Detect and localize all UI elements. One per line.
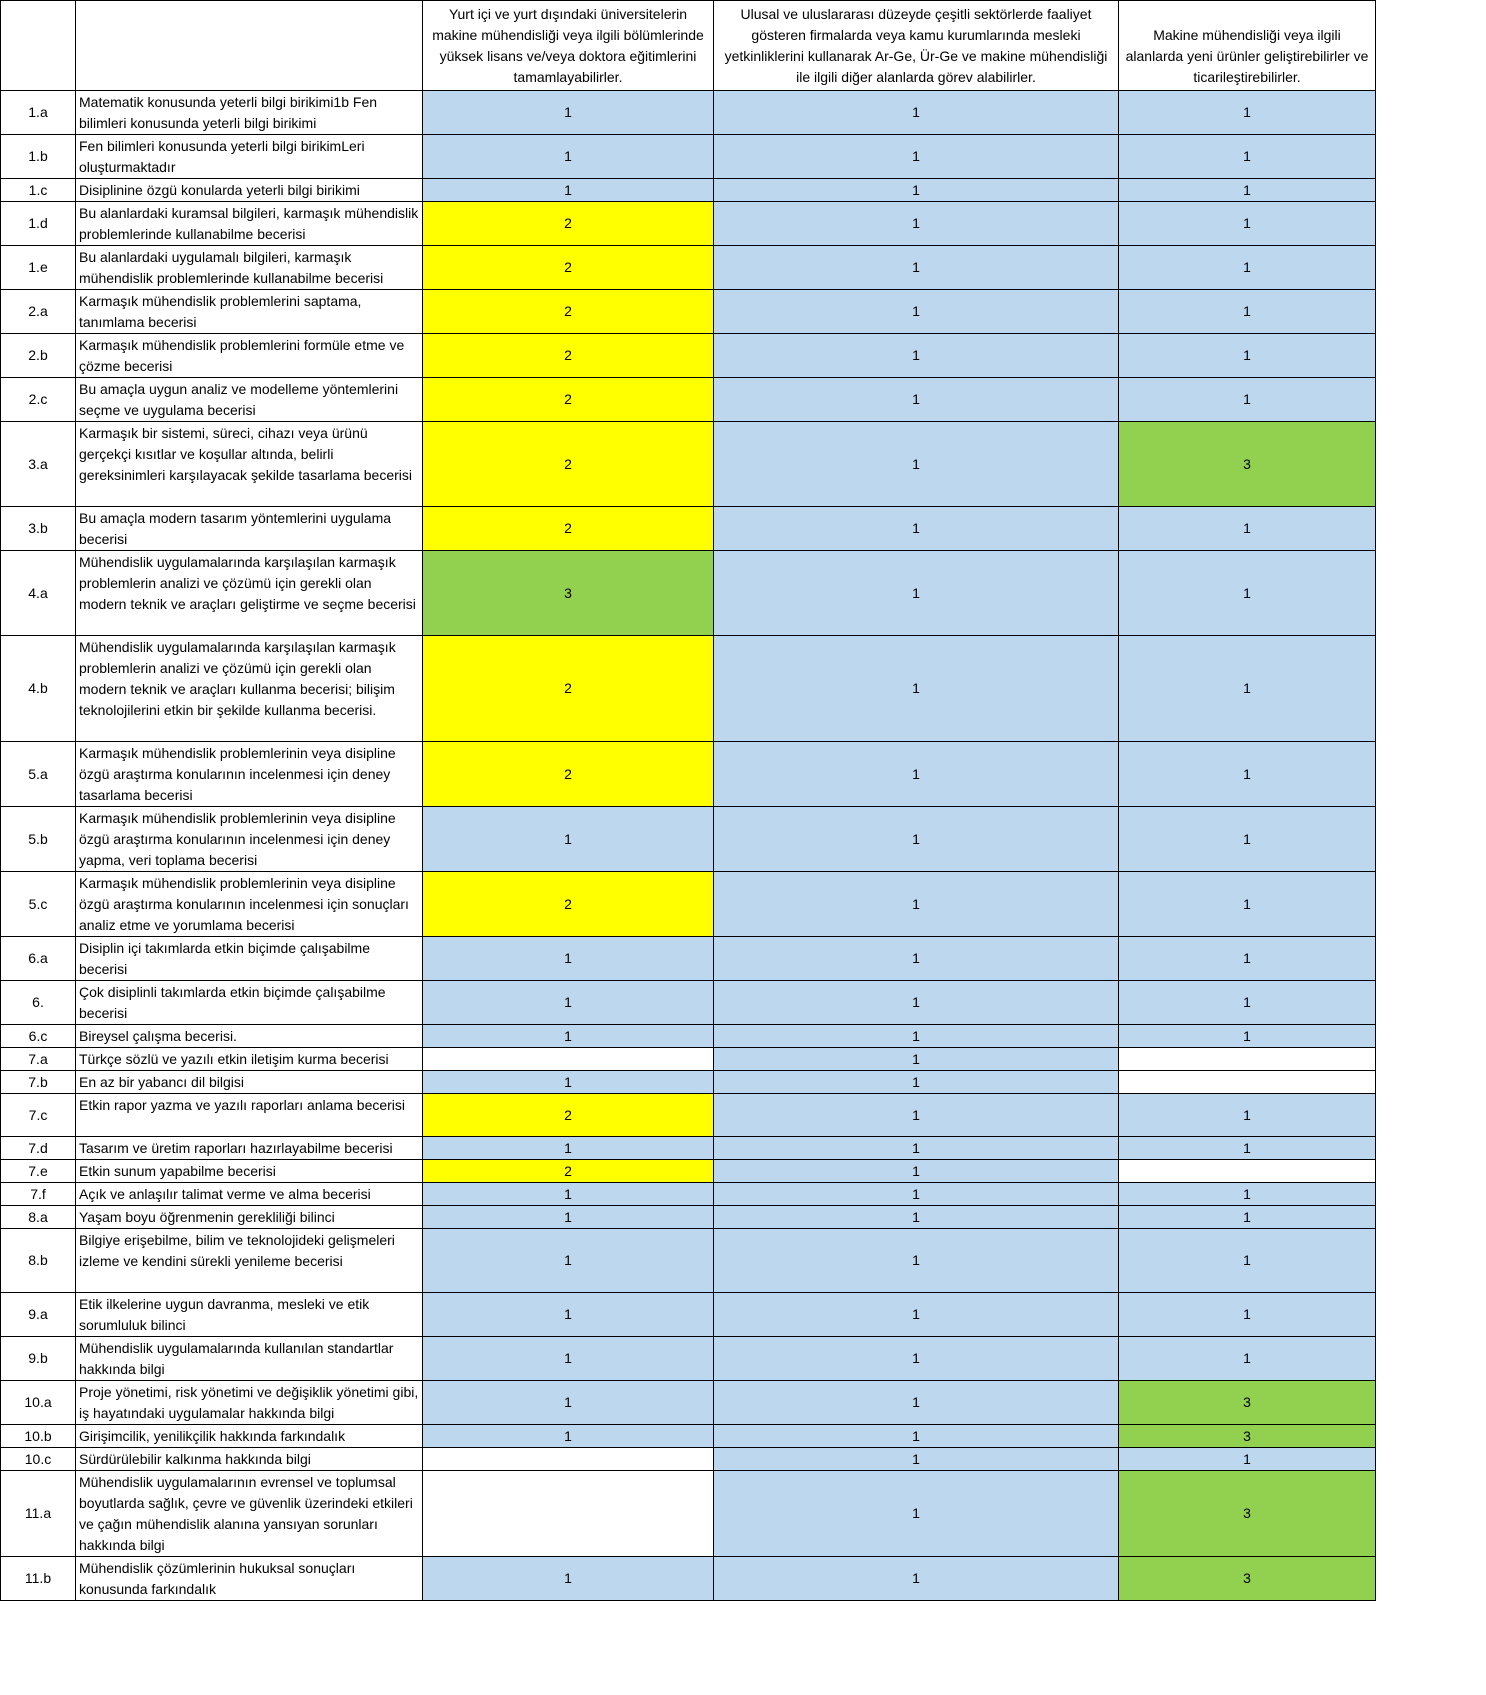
- row-id-cell[interactable]: 7.b: [1, 1071, 76, 1094]
- score-cell-col-2[interactable]: 1: [714, 1425, 1119, 1448]
- score-cell-col-1[interactable]: 2: [423, 246, 714, 290]
- score-cell-col-3[interactable]: 3: [1119, 422, 1376, 507]
- score-cell-col-2[interactable]: 1: [714, 1137, 1119, 1160]
- row-description-cell[interactable]: Yaşam boyu öğrenmenin gerekliliği bilinci: [76, 1206, 423, 1229]
- table-row: [1, 135, 1376, 179]
- score-cell-col-1[interactable]: 1: [423, 1071, 714, 1094]
- score-cell-col-3[interactable]: 1: [1119, 937, 1376, 981]
- row-id-cell[interactable]: 5.a: [1, 742, 76, 807]
- table-row: [1, 937, 1376, 981]
- row-description-cell[interactable]: Fen bilimleri konusunda yeterli bilgi birikimLeri oluşturmaktadır: [76, 135, 423, 179]
- score-cell-col-1[interactable]: 1: [423, 1206, 714, 1229]
- row-description-cell[interactable]: Sürdürülebilir kalkınma hakkında bilgi: [76, 1448, 423, 1471]
- score-cell-col-3[interactable]: 1: [1119, 872, 1376, 937]
- score-cell-col-1[interactable]: 1: [423, 1229, 714, 1293]
- score-cell-col-3[interactable]: 1: [1119, 246, 1376, 290]
- table-row: [1, 1025, 1376, 1048]
- row-id-cell[interactable]: 7.a: [1, 1048, 76, 1071]
- score-cell-col-3[interactable]: [1119, 1160, 1376, 1183]
- table-row: [1, 91, 1376, 135]
- row-description-cell[interactable]: Tasarım ve üretim raporları hazırlayabilme becerisi: [76, 1137, 423, 1160]
- table-row: [1, 246, 1376, 290]
- score-cell-col-1[interactable]: 1: [423, 1025, 714, 1048]
- row-description-cell[interactable]: Mühendislik uygulamalarında karşılaşılan karmaşık problemlerin analizi ve çözümü için gerekli olan modern teknik ve araçları kullanma becerisi; bilişim teknolojilerini etkin bir şekilde kullanma becerisi.: [76, 636, 423, 742]
- row-description-cell[interactable]: Bu amaçla uygun analiz ve modelleme yöntemlerini seçme ve uygulama becerisi: [76, 378, 423, 422]
- score-cell-col-3[interactable]: 1: [1119, 636, 1376, 742]
- row-id-cell[interactable]: 7.f: [1, 1183, 76, 1206]
- row-id-cell[interactable]: 8.a: [1, 1206, 76, 1229]
- row-description-cell[interactable]: Disiplin içi takımlarda etkin biçimde çalışabilme becerisi: [76, 937, 423, 981]
- header-corner-desc[interactable]: [76, 1, 423, 91]
- table-row: [1, 1071, 1376, 1094]
- score-cell-col-2[interactable]: 1: [714, 1071, 1119, 1094]
- score-cell-col-2[interactable]: 1: [714, 1183, 1119, 1206]
- score-cell-col-1[interactable]: 1: [423, 91, 714, 135]
- score-cell-col-3[interactable]: 1: [1119, 1293, 1376, 1337]
- score-cell-col-2[interactable]: 1: [714, 507, 1119, 551]
- score-cell-col-1[interactable]: 2: [423, 1094, 714, 1137]
- row-id-cell[interactable]: 11.b: [1, 1557, 76, 1601]
- row-id-cell[interactable]: 4.b: [1, 636, 76, 742]
- row-id-cell[interactable]: 1.a: [1, 91, 76, 135]
- row-id-cell[interactable]: 6.: [1, 981, 76, 1025]
- row-description-cell[interactable]: Karmaşık mühendislik problemlerini formüle etme ve çözme becerisi: [76, 334, 423, 378]
- score-cell-col-3[interactable]: [1119, 1071, 1376, 1094]
- row-description-cell[interactable]: En az bir yabancı dil bilgisi: [76, 1071, 423, 1094]
- row-id-cell[interactable]: 1.d: [1, 202, 76, 246]
- table-row: [1, 1448, 1376, 1471]
- score-cell-col-3[interactable]: 1: [1119, 1183, 1376, 1206]
- table-row: [1, 1337, 1376, 1381]
- score-cell-col-2[interactable]: 1: [714, 1206, 1119, 1229]
- score-cell-col-2[interactable]: 1: [714, 742, 1119, 807]
- score-cell-col-2[interactable]: 1: [714, 1448, 1119, 1471]
- score-cell-col-2[interactable]: 1: [714, 422, 1119, 507]
- score-cell-col-1[interactable]: 1: [423, 807, 714, 872]
- row-description-cell[interactable]: Mühendislik uygulamalarında karşılaşılan karmaşık problemlerin analizi ve çözümü için gerekli olan modern teknik ve araçları geliştirme ve seçme becerisi: [76, 551, 423, 636]
- header-column-3[interactable]: Makine mühendisliği veya ilgili alanlarda yeni ürünler geliştirebilirler ve ticarileştirebilirler.: [1119, 1, 1376, 91]
- row-description-cell[interactable]: Disiplinine özgü konularda yeterli bilgi birikimi: [76, 179, 423, 202]
- score-cell-col-1[interactable]: 1: [423, 1137, 714, 1160]
- score-cell-col-3[interactable]: 1: [1119, 202, 1376, 246]
- score-cell-col-3[interactable]: 1: [1119, 1337, 1376, 1381]
- score-cell-col-1[interactable]: 1: [423, 1557, 714, 1601]
- score-cell-col-2[interactable]: 1: [714, 135, 1119, 179]
- row-description-cell[interactable]: Bu amaçla modern tasarım yöntemlerini uygulama becerisi: [76, 507, 423, 551]
- row-id-cell[interactable]: 8.b: [1, 1229, 76, 1293]
- table-body: [1, 1, 1376, 1601]
- row-description-cell[interactable]: Açık ve anlaşılır talimat verme ve alma becerisi: [76, 1183, 423, 1206]
- table-row: [1, 1137, 1376, 1160]
- score-cell-col-1[interactable]: [423, 1471, 714, 1557]
- row-id-cell[interactable]: 3.b: [1, 507, 76, 551]
- score-cell-col-1[interactable]: 1: [423, 1337, 714, 1381]
- row-description-cell[interactable]: Mühendislik çözümlerinin hukuksal sonuçları konusunda farkındalık: [76, 1557, 423, 1601]
- score-cell-col-3[interactable]: 3: [1119, 1425, 1376, 1448]
- table-row: [1, 1183, 1376, 1206]
- score-cell-col-3[interactable]: 1: [1119, 551, 1376, 636]
- score-cell-col-1[interactable]: 2: [423, 334, 714, 378]
- table-row: [1, 1048, 1376, 1071]
- score-cell-col-2[interactable]: 1: [714, 246, 1119, 290]
- row-id-cell[interactable]: 2.c: [1, 378, 76, 422]
- table-row: [1, 742, 1376, 807]
- table-row: [1, 872, 1376, 937]
- score-cell-col-1[interactable]: 2: [423, 378, 714, 422]
- score-cell-col-1[interactable]: 2: [423, 1160, 714, 1183]
- row-id-cell[interactable]: 1.e: [1, 246, 76, 290]
- table-row: [1, 378, 1376, 422]
- score-cell-col-2[interactable]: 1: [714, 937, 1119, 981]
- row-description-cell[interactable]: Etkin rapor yazma ve yazılı raporları anlama becerisi: [76, 1094, 423, 1137]
- row-id-cell[interactable]: 9.b: [1, 1337, 76, 1381]
- score-cell-col-3[interactable]: 1: [1119, 1206, 1376, 1229]
- row-id-cell[interactable]: 6.c: [1, 1025, 76, 1048]
- score-cell-col-1[interactable]: 2: [423, 636, 714, 742]
- score-cell-col-1[interactable]: [423, 1048, 714, 1071]
- row-description-cell[interactable]: Mühendislik uygulamalarında kullanılan standartlar hakkında bilgi: [76, 1337, 423, 1381]
- score-cell-col-3[interactable]: 1: [1119, 290, 1376, 334]
- score-cell-col-3[interactable]: 1: [1119, 334, 1376, 378]
- row-id-cell[interactable]: 1.b: [1, 135, 76, 179]
- table-row: [1, 1557, 1376, 1601]
- row-description-cell[interactable]: Mühendislik uygulamalarının evrensel ve toplumsal boyutlarda sağlık, çevre ve güvenlik üzerindeki etkileri ve çağın mühendislik alanına yansıyan sorunları hakkında bilgi: [76, 1471, 423, 1557]
- row-description-cell[interactable]: Bu alanlardaki uygulamalı bilgileri, karmaşık mühendislik problemlerinde kullanabilme becerisi: [76, 246, 423, 290]
- row-description-cell[interactable]: Bu alanlardaki kuramsal bilgileri, karmaşık mühendislik problemlerinde kullanabilme becerisi: [76, 202, 423, 246]
- score-cell-col-1[interactable]: 1: [423, 937, 714, 981]
- row-description-cell[interactable]: Karmaşık bir sistemi, süreci, cihazı veya ürünü gerçekçi kısıtlar ve koşullar altında, belirli gereksinimleri karşılayacak şekilde tasarlama becerisi: [76, 422, 423, 507]
- table-row: [1, 981, 1376, 1025]
- score-cell-col-3[interactable]: 1: [1119, 135, 1376, 179]
- score-cell-col-3[interactable]: 1: [1119, 91, 1376, 135]
- score-cell-col-3[interactable]: 1: [1119, 1094, 1376, 1137]
- score-cell-col-3[interactable]: 1: [1119, 1137, 1376, 1160]
- score-cell-col-2[interactable]: 1: [714, 1381, 1119, 1425]
- score-cell-col-2[interactable]: 1: [714, 1160, 1119, 1183]
- score-cell-col-3[interactable]: 1: [1119, 1229, 1376, 1293]
- score-cell-col-2[interactable]: 1: [714, 551, 1119, 636]
- table-row: [1, 1160, 1376, 1183]
- score-cell-col-1[interactable]: 2: [423, 422, 714, 507]
- row-description-cell[interactable]: Girişimcilik, yenilikçilik hakkında farkındalık: [76, 1425, 423, 1448]
- score-cell-col-3[interactable]: 3: [1119, 1471, 1376, 1557]
- score-cell-col-2[interactable]: 1: [714, 1229, 1119, 1293]
- table-row: [1, 1206, 1376, 1229]
- row-description-cell[interactable]: Türkçe sözlü ve yazılı etkin iletişim kurma becerisi: [76, 1048, 423, 1071]
- table-row: [1, 1425, 1376, 1448]
- score-cell-col-1[interactable]: 3: [423, 551, 714, 636]
- score-cell-col-1[interactable]: [423, 1448, 714, 1471]
- score-cell-col-1[interactable]: 1: [423, 981, 714, 1025]
- table-row: [1, 551, 1376, 636]
- score-cell-col-2[interactable]: 1: [714, 807, 1119, 872]
- table-row: [1, 1094, 1376, 1137]
- row-description-cell[interactable]: Proje yönetimi, risk yönetimi ve değişiklik yönetimi gibi, iş hayatındaki uygulamalar hakkında bilgi: [76, 1381, 423, 1425]
- row-id-cell[interactable]: 5.b: [1, 807, 76, 872]
- score-cell-col-2[interactable]: 1: [714, 290, 1119, 334]
- row-description-cell[interactable]: Karmaşık mühendislik problemlerinin veya disipline özgü araştırma konularının incelenmesi için deney tasarlama becerisi: [76, 742, 423, 807]
- table-row: [1, 1471, 1376, 1557]
- row-id-cell[interactable]: 2.a: [1, 290, 76, 334]
- score-cell-col-3[interactable]: 1: [1119, 507, 1376, 551]
- row-description-cell[interactable]: Bireysel çalışma becerisi.: [76, 1025, 423, 1048]
- row-id-cell[interactable]: 2.b: [1, 334, 76, 378]
- row-description-cell[interactable]: Bilgiye erişebilme, bilim ve teknolojideki gelişmeleri izleme ve kendini sürekli yenileme becerisi: [76, 1229, 423, 1293]
- score-cell-col-1[interactable]: 2: [423, 872, 714, 937]
- row-id-cell[interactable]: 7.c: [1, 1094, 76, 1137]
- table-row: [1, 179, 1376, 202]
- table-row: [1, 202, 1376, 246]
- score-cell-col-3[interactable]: 1: [1119, 981, 1376, 1025]
- score-cell-col-2[interactable]: 1: [714, 872, 1119, 937]
- score-cell-col-2[interactable]: 1: [714, 1025, 1119, 1048]
- table-row: [1, 636, 1376, 742]
- row-description-cell[interactable]: Karmaşık mühendislik problemlerinin veya disipline özgü araştırma konularının incelenmesi için sonuçları analiz etme ve yorumlama becerisi: [76, 872, 423, 937]
- score-cell-col-2[interactable]: 1: [714, 179, 1119, 202]
- score-cell-col-2[interactable]: 1: [714, 1471, 1119, 1557]
- score-cell-col-1[interactable]: 2: [423, 202, 714, 246]
- row-id-cell[interactable]: 4.a: [1, 551, 76, 636]
- score-cell-col-1[interactable]: 1: [423, 1381, 714, 1425]
- score-cell-col-1[interactable]: 1: [423, 179, 714, 202]
- score-cell-col-3[interactable]: 1: [1119, 179, 1376, 202]
- score-cell-col-3[interactable]: 1: [1119, 1448, 1376, 1471]
- score-cell-col-3[interactable]: 1: [1119, 742, 1376, 807]
- row-id-cell[interactable]: 11.a: [1, 1471, 76, 1557]
- table-row: [1, 1381, 1376, 1425]
- row-description-cell[interactable]: Matematik konusunda yeterli bilgi birikimi1b Fen bilimleri konusunda yeterli bilgi birikimi: [76, 91, 423, 135]
- score-cell-col-1[interactable]: 1: [423, 1293, 714, 1337]
- row-description-cell[interactable]: Karmaşık mühendislik problemlerinin veya disipline özgü araştırma konularının incelenmesi için deney yapma, veri toplama becerisi: [76, 807, 423, 872]
- table-row: [1, 422, 1376, 507]
- row-id-cell[interactable]: 7.e: [1, 1160, 76, 1183]
- row-id-cell[interactable]: 5.c: [1, 872, 76, 937]
- score-cell-col-2[interactable]: 1: [714, 1337, 1119, 1381]
- row-description-cell[interactable]: Etkin sunum yapabilme becerisi: [76, 1160, 423, 1183]
- header-column-1[interactable]: Yurt içi ve yurt dışındaki üniversitelerin makine mühendisliği veya ilgili bölümlerinde yüksek lisans ve/veya doktora eğitimlerini tamamlayabilirler.: [423, 1, 714, 91]
- score-cell-col-1[interactable]: 2: [423, 290, 714, 334]
- table-row: [1, 1293, 1376, 1337]
- score-cell-col-2[interactable]: 1: [714, 636, 1119, 742]
- score-cell-col-1[interactable]: 2: [423, 507, 714, 551]
- row-description-cell[interactable]: Karmaşık mühendislik problemlerini saptama, tanımlama becerisi: [76, 290, 423, 334]
- score-cell-col-3[interactable]: 1: [1119, 807, 1376, 872]
- score-cell-col-1[interactable]: 1: [423, 135, 714, 179]
- header-column-2[interactable]: Ulusal ve uluslararası düzeyde çeşitli sektörlerde faaliyet gösteren firmalarda veya kamu kurumlarında mesleki yetkinliklerini kullanarak Ar-Ge, Ür-Ge ve makine mühendisliği ile ilgili diğer alanlarda görev alabilirler.: [714, 1, 1119, 91]
- score-cell-col-2[interactable]: 1: [714, 378, 1119, 422]
- score-cell-col-1[interactable]: 2: [423, 742, 714, 807]
- row-id-cell[interactable]: 3.a: [1, 422, 76, 507]
- score-cell-col-3[interactable]: 3: [1119, 1381, 1376, 1425]
- score-cell-col-2[interactable]: 1: [714, 202, 1119, 246]
- row-id-cell[interactable]: 10.c: [1, 1448, 76, 1471]
- score-cell-col-2[interactable]: 1: [714, 1048, 1119, 1071]
- row-id-cell[interactable]: 10.a: [1, 1381, 76, 1425]
- score-cell-col-2[interactable]: 1: [714, 334, 1119, 378]
- score-cell-col-2[interactable]: 1: [714, 981, 1119, 1025]
- score-cell-col-1[interactable]: 1: [423, 1183, 714, 1206]
- row-id-cell[interactable]: 1.c: [1, 179, 76, 202]
- row-id-cell[interactable]: 10.b: [1, 1425, 76, 1448]
- score-cell-col-3[interactable]: 1: [1119, 1025, 1376, 1048]
- table-row: [1, 1229, 1376, 1293]
- score-cell-col-3[interactable]: 3: [1119, 1557, 1376, 1601]
- row-description-cell[interactable]: Etik ilkelerine uygun davranma, mesleki ve etik sorumluluk bilinci: [76, 1293, 423, 1337]
- score-cell-col-2[interactable]: 1: [714, 1094, 1119, 1137]
- score-cell-col-2[interactable]: 1: [714, 1557, 1119, 1601]
- row-id-cell[interactable]: 6.a: [1, 937, 76, 981]
- table-row: [1, 507, 1376, 551]
- table-row: [1, 807, 1376, 872]
- header-row: [1, 1, 1376, 91]
- score-cell-col-3[interactable]: 1: [1119, 378, 1376, 422]
- row-id-cell[interactable]: 9.a: [1, 1293, 76, 1337]
- score-cell-col-2[interactable]: 1: [714, 1293, 1119, 1337]
- header-corner-id[interactable]: [1, 1, 76, 91]
- score-cell-col-2[interactable]: 1: [714, 91, 1119, 135]
- row-description-cell[interactable]: Çok disiplinli takımlarda etkin biçimde çalışabilme becerisi: [76, 981, 423, 1025]
- table-row: [1, 290, 1376, 334]
- table-row: [1, 334, 1376, 378]
- score-cell-col-1[interactable]: 1: [423, 1425, 714, 1448]
- row-id-cell[interactable]: 7.d: [1, 1137, 76, 1160]
- score-cell-col-3[interactable]: [1119, 1048, 1376, 1071]
